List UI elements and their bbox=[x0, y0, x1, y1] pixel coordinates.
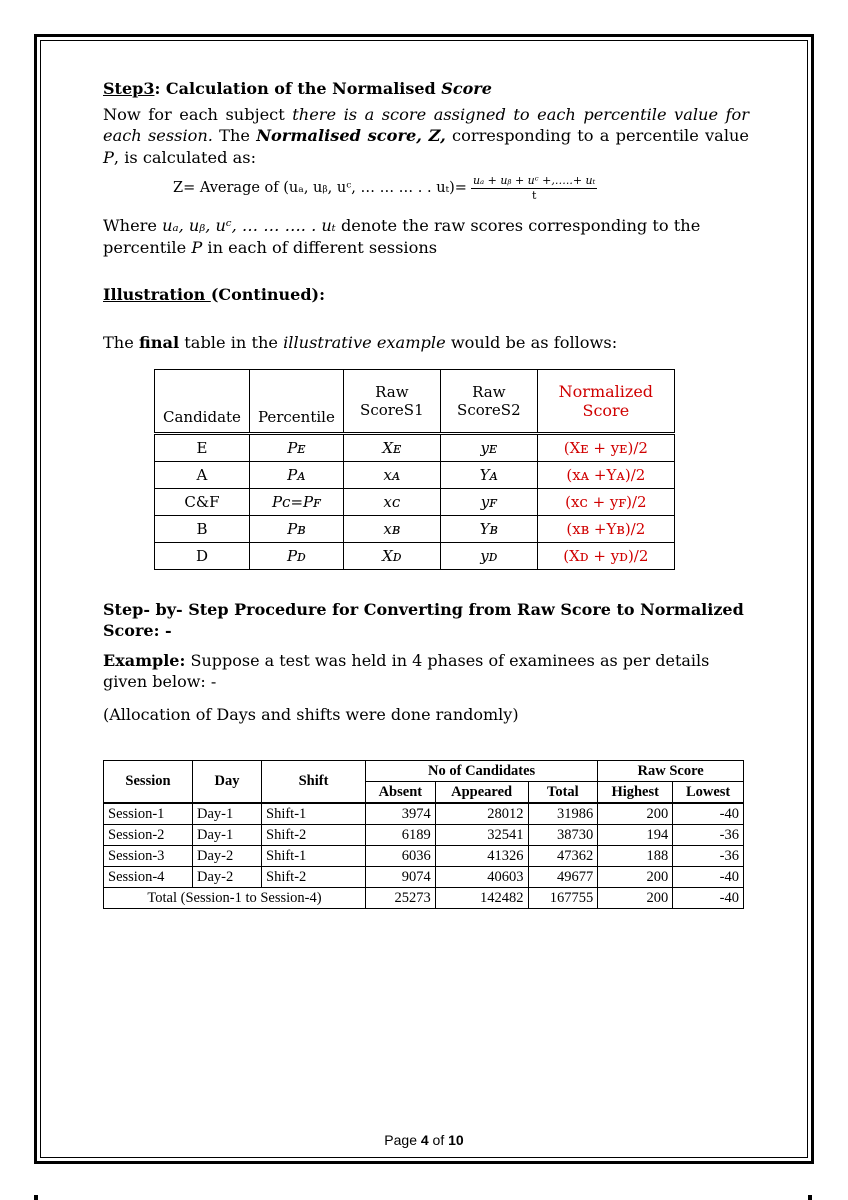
header-absent: Absent bbox=[366, 782, 436, 804]
final-normalized-table bbox=[154, 369, 675, 570]
header-highest: Highest bbox=[598, 782, 673, 804]
table-row: Session-2 Day-1 Shift-2 6189 32541 38730 194 -36 bbox=[104, 825, 744, 846]
header-shift: Shift bbox=[262, 761, 366, 804]
header-session: Session bbox=[104, 761, 193, 804]
header-raw-score: Raw Score bbox=[598, 761, 744, 782]
illustration-heading: Illustration (Continued): bbox=[103, 285, 325, 304]
normalised-score-formula bbox=[173, 174, 749, 203]
total-row: Total (Session-1 to Session-4) 25273 142482 167755 200 -40 bbox=[104, 888, 744, 909]
table-row: C&F Pᴄ=Pꜰ xᴄ yꜰ (xᴄ + yꜰ)/2 bbox=[155, 489, 675, 516]
header-raw-s1: Raw ScoreS1 bbox=[343, 370, 440, 434]
procedure-heading: Step- by- Step Procedure for Converting from Raw Score to Normalized Score: - bbox=[103, 600, 744, 640]
allocation-note: (Allocation of Days and shifts were done randomly) bbox=[103, 705, 519, 724]
step3-heading: Step3: Calculation of the Normalised Score bbox=[103, 79, 492, 98]
header-day: Day bbox=[193, 761, 262, 804]
sessions-table bbox=[103, 760, 744, 909]
final-table-intro: The final table in the illustrative example would be as follows: bbox=[103, 332, 618, 352]
page-footer: Page 4 of 10 bbox=[384, 1132, 464, 1148]
header-no-of-candidates: No of Candidates bbox=[366, 761, 598, 782]
header-normalized: Normalized Score bbox=[537, 370, 674, 434]
header-candidate: Candidate bbox=[155, 370, 250, 434]
header-lowest: Lowest bbox=[673, 782, 744, 804]
header-appeared: Appeared bbox=[435, 782, 528, 804]
main-content bbox=[103, 78, 749, 353]
table-row: Session-3 Day-2 Shift-1 6036 41326 47362 188 -36 bbox=[104, 846, 744, 867]
table-row: Session-4 Day-2 Shift-2 9074 40603 49677 200 -40 bbox=[104, 867, 744, 888]
formula-left: Z= Average of (uₐ, uᵦ, uᶜ, … … … . . uₜ)= bbox=[173, 179, 467, 196]
table-row: E Pᴇ Xᴇ yᴇ (Xᴇ + yᴇ)/2 bbox=[155, 434, 675, 462]
step3-paragraph: Now for each subject there is a score assigned to each percentile value for each session. The Normalised score, Z, corresponding to a percentile value P, is calculated as: bbox=[103, 104, 750, 167]
corner-mark-right bbox=[808, 1195, 812, 1200]
header-raw-s2: Raw ScoreS2 bbox=[440, 370, 537, 434]
sessions-header-row-1 bbox=[104, 761, 744, 782]
header-percentile: Percentile bbox=[249, 370, 343, 434]
table-row: A Pᴀ xᴀ Yᴀ (xᴀ +Yᴀ)/2 bbox=[155, 462, 675, 489]
where-paragraph: Where uₐ, uᵦ, uᶜ, … … …. . uₜ denote the raw scores corresponding to the percentile P in each of different sessions bbox=[103, 216, 701, 257]
corner-mark-left bbox=[34, 1195, 38, 1200]
table-row: Session-1 Day-1 Shift-1 3974 28012 31986 200 -40 bbox=[104, 803, 744, 825]
header-total: Total bbox=[528, 782, 598, 804]
formula-fraction: $\frac{\text{uₐ + uᵦ + uᶜ +,…..+ uₜ}}{t}$ bbox=[472, 174, 596, 202]
table-row: B Pʙ xʙ Yʙ (xʙ +Yʙ)/2 bbox=[155, 516, 675, 543]
example-paragraph: Example: Suppose a test was held in 4 phases of examinees as per details given below: - bbox=[103, 651, 710, 691]
table-header-row bbox=[155, 370, 675, 434]
table-row: D Pᴅ Xᴅ yᴅ (Xᴅ + yᴅ)/2 bbox=[155, 543, 675, 570]
